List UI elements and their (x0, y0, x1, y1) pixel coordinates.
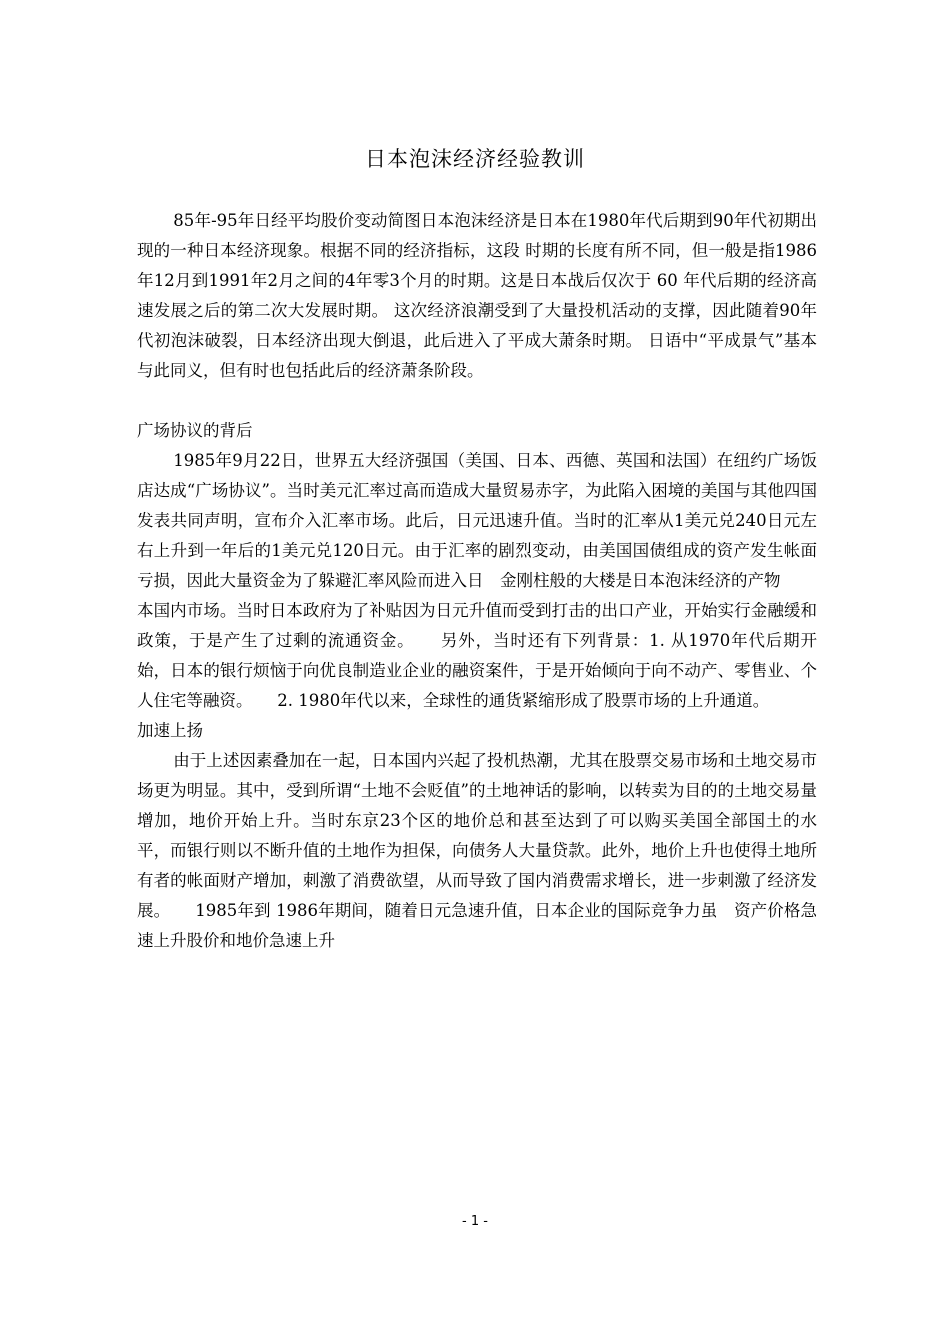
section-heading-plaza-accord: 广场协议的背后 (137, 421, 253, 440)
page-number: - 1 - (462, 1214, 488, 1229)
acceleration-paragraph: 由于上述因素叠加在一起，日本国内兴起了投机热潮，尤其在股票交易市场和土地交易市场更为明显。其中，受到所谓“土地不会贬值”的土地神话的影响，以转卖为目的的土地交易量增加，地价开始上升。当时东京23个区的地价总和甚至达到了可以购买美国全部国土的水平，而银行则以不断升值的土地作为担保，向债务人大量贷款。此外，地价上升也使得土地所有者的帐面财产增加，刺激了消费欲望，从而导致了国内消费需求增长，进一步刺激了经济发展。 1985年到 1986年期间，随着日元急速升值，日本企业的国际竞争力虽 资产价格急速上升股价和地价急速上升 (137, 751, 817, 950)
plaza-accord-paragraph: 1985年9月22日，世界五大经济强国（美国、日本、西德、英国和法国）在纽约广场饭店达成“广场协议”。当时美元汇率过高而造成大量贸易赤字，为此陷入困境的美国与其他四国发表共同声明，宣布介入汇率市场。此后，日元迅速升值。当时的汇率从1美元兑240日元左右上升到一年后的1美元兑120日元。由于汇率的剧烈变动，由美国国债组成的资产发生帐面亏损，因此大量资金为了躲避汇率风险而进入日 金刚柱般的大楼是日本泡沫经济的产物 (137, 451, 817, 590)
document-title: 日本泡沫经济经验教训 (365, 147, 585, 171)
intro-paragraph: 85年-95年日经平均股价变动简图日本泡沫经济是日本在1980年代后期到90年代初期出现的一种日本经济现象。根据不同的经济指标，这段 时期的长度有所不同，但一般是指1986年12月到1991年2月之间的4年零3个月的时期。这是日本战后仅次于 60 年代后期的经济高速发展之后的第二次大发展时期。 这次经济浪潮受到了大量投机活动的支撑，因此随着90年代初泡沫破裂，日本经济出现大倒退，此后进入了平成大萧条时期。 日语中“平成景气”基本与此同义，但有时也包括此后的经济萧条阶段。 (137, 211, 817, 380)
domestic-market-paragraph: 本国内市场。当时日本政府为了补贴因为日元升值而受到打击的出口产业，开始实行金融缓和政策，于是产生了过剩的流通资金。 另外，当时还有下列背景：1. 从1970年代后期开始，日本的银行烦恼于向优良制造业企业的融资案件，于是开始倾向于向不动产、零售业、个人住宅等融资。 2. 1980年代以来，全球性的通货紧缩形成了股票市场的上升通道。 (137, 601, 817, 710)
section-heading-acceleration: 加速上扬 (137, 721, 203, 740)
document-body (137, 206, 817, 956)
paragraph-gap (137, 386, 817, 416)
